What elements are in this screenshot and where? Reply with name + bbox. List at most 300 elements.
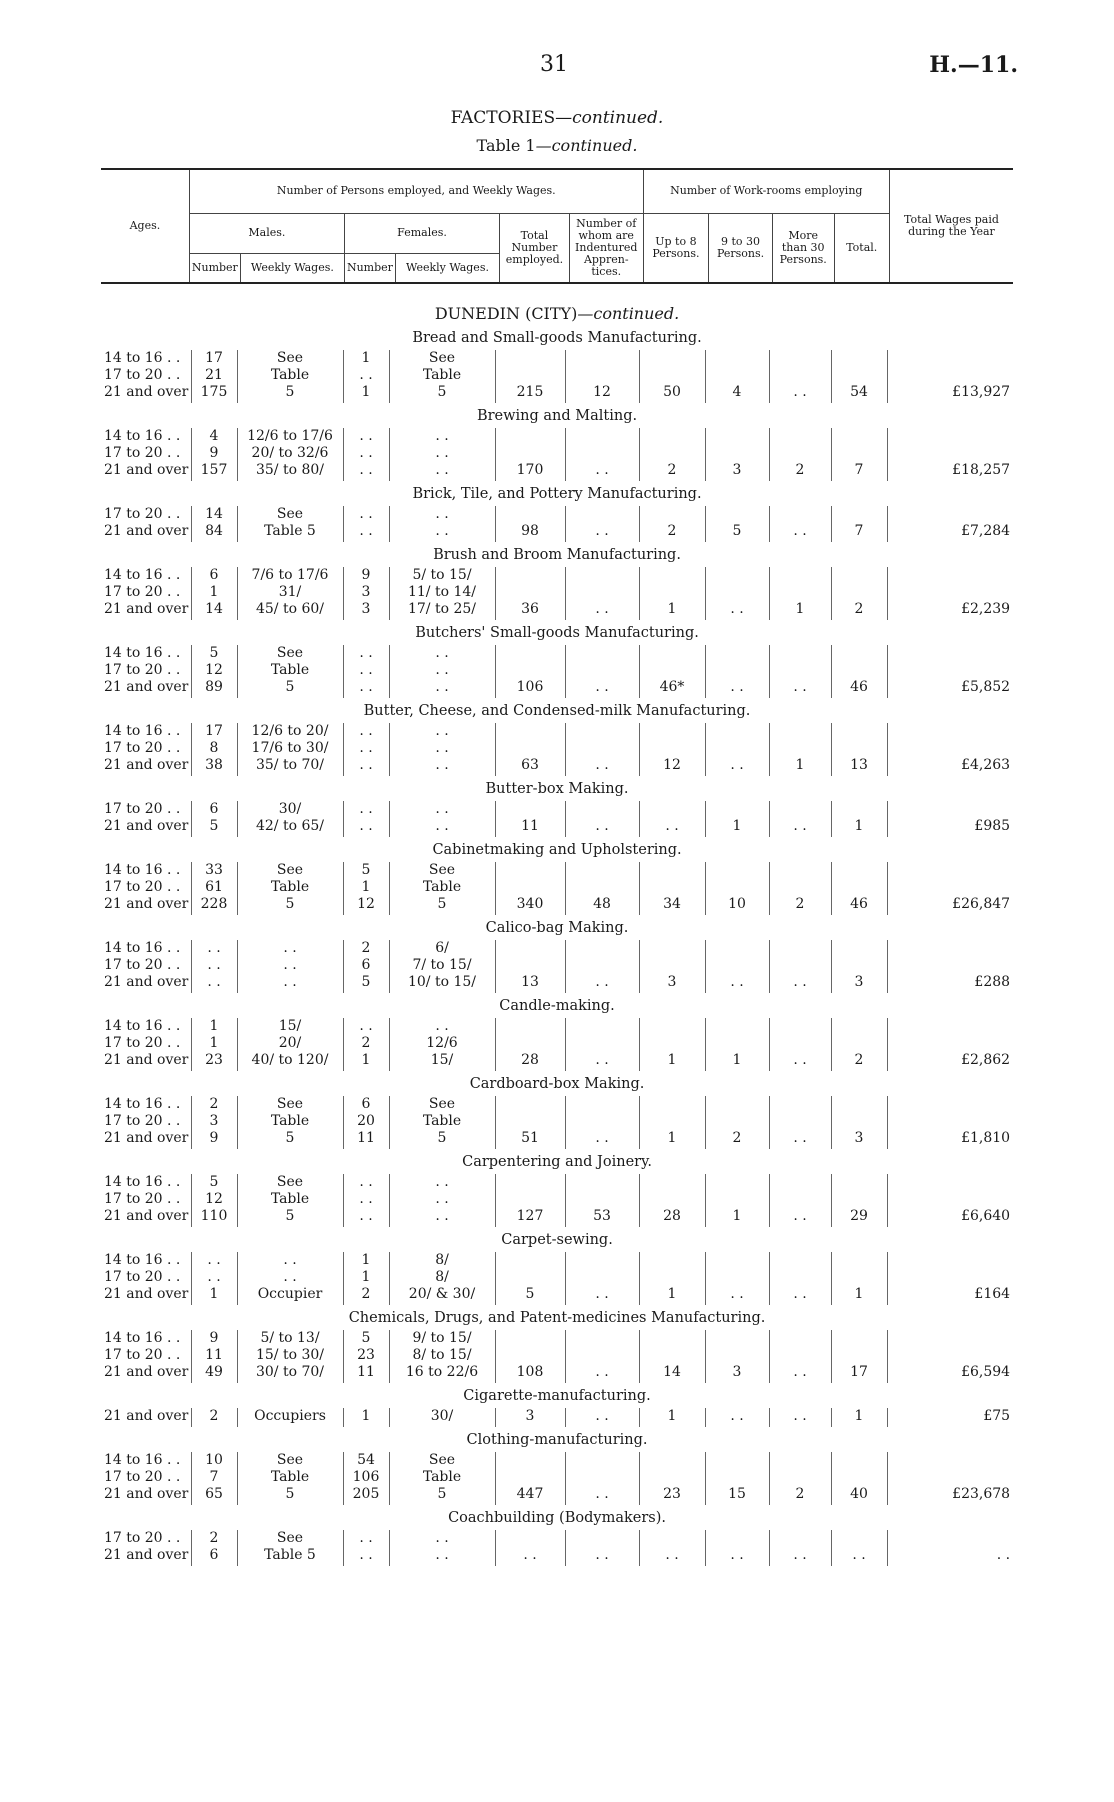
cell-males-number: 3 (191, 1113, 237, 1130)
cell-age: 14 to 16 . . (104, 723, 181, 739)
cell-total-wages (887, 367, 1013, 384)
cell-more-than-30 (769, 584, 831, 601)
cell-more-than-30: . . (769, 679, 831, 698)
cell-workrooms-total (831, 1530, 887, 1547)
cell-females-wages: Table (389, 1113, 495, 1130)
cell-females-wages: . . (389, 1191, 495, 1208)
cell-nine-to-30 (705, 1452, 769, 1469)
cell-total-employed (495, 1530, 565, 1547)
cell-nine-to-30: 5 (705, 523, 769, 542)
cell-females-number: 6 (343, 957, 389, 974)
table-row (101, 957, 1013, 974)
cell-females-wages: . . (389, 1174, 495, 1191)
cell-nine-to-30: . . (705, 601, 769, 620)
cell-more-than-30: . . (769, 1547, 831, 1566)
cell-age: 21 and over (104, 1364, 189, 1380)
cell-workrooms-total (831, 645, 887, 662)
cell-nine-to-30: . . (705, 1408, 769, 1427)
table-row (101, 1269, 1013, 1286)
cell-nine-to-30: 1 (705, 818, 769, 837)
cell-workrooms-total: 1 (831, 1286, 887, 1305)
cell-apprentices: . . (565, 1130, 639, 1149)
title-continued: —continued. (555, 108, 664, 128)
cell-males-wages: . . (237, 1269, 343, 1286)
table-row (101, 723, 1013, 740)
cell-up-to-8 (639, 1347, 705, 1364)
cell-females-wages: . . (389, 723, 495, 740)
cell-males-number: 9 (191, 445, 237, 462)
cell-females-wages: . . (389, 757, 495, 776)
header-apprentices: Number of whom are Indentured Appren-tices. (569, 213, 643, 283)
header-ages: Ages. (101, 169, 189, 283)
cell-females-number: . . (343, 679, 389, 698)
cell-workrooms-total (831, 350, 887, 367)
header-total: Total. (834, 213, 889, 283)
cell-total-employed (495, 1269, 565, 1286)
cell-females-number: . . (343, 1208, 389, 1227)
cell-up-to-8 (639, 1096, 705, 1113)
cell-total-employed: 13 (495, 974, 565, 993)
table-row (101, 523, 1013, 542)
table-row (101, 1452, 1013, 1469)
cell-males-wages: 45/ to 60/ (237, 601, 343, 620)
cell-more-than-30 (769, 879, 831, 896)
cell-females-wages: 7/ to 15/ (389, 957, 495, 974)
cell-males-number: 2 (191, 1530, 237, 1547)
cell-apprentices: . . (565, 1286, 639, 1305)
section-title: Butter, Cheese, and Condensed-milk Manufacturing. (363, 703, 751, 719)
cell-apprentices (565, 506, 639, 523)
table-row (101, 506, 1013, 523)
cell-apprentices (565, 1452, 639, 1469)
cell-males-wages: Occupiers (237, 1408, 343, 1427)
cell-up-to-8: 3 (639, 974, 705, 993)
table-row (101, 1408, 1013, 1427)
page-title (0, 108, 1114, 128)
cell-workrooms-total (831, 428, 887, 445)
cell-males-wages: 15/ (237, 1018, 343, 1035)
cell-age: 21 and over (104, 679, 189, 695)
cell-apprentices (565, 645, 639, 662)
cell-more-than-30: . . (769, 1130, 831, 1149)
cell-males-wages: . . (237, 974, 343, 993)
cell-females-number: 1 (343, 1052, 389, 1071)
cell-apprentices (565, 940, 639, 957)
cell-more-than-30 (769, 1096, 831, 1113)
cell-males-wages: 5 (237, 384, 343, 403)
cell-total-employed (495, 506, 565, 523)
cell-total-employed: 63 (495, 757, 565, 776)
table-row (101, 1096, 1013, 1113)
cell-total-wages (887, 1018, 1013, 1035)
cell-apprentices (565, 740, 639, 757)
cell-males-wages: 40/ to 120/ (237, 1052, 343, 1071)
cell-total-employed (495, 445, 565, 462)
cell-age: 14 to 16 . . (104, 645, 181, 661)
cell-females-wages: . . (389, 428, 495, 445)
cell-age: 17 to 20 . . (104, 445, 181, 461)
cell-total-wages (887, 645, 1013, 662)
table-row (101, 679, 1013, 698)
header-up-to-8: Up to 8 Persons. (643, 213, 709, 283)
cell-males-number: 5 (191, 818, 237, 837)
cell-females-wages: See (389, 1452, 495, 1469)
section-heading-row (101, 1305, 1013, 1330)
cell-nine-to-30: 15 (705, 1486, 769, 1505)
cell-apprentices (565, 1530, 639, 1547)
cell-total-employed (495, 1096, 565, 1113)
cell-females-wages: 15/ (389, 1052, 495, 1071)
cell-workrooms-total (831, 445, 887, 462)
cell-males-wages: Table 5 (237, 1547, 343, 1566)
cell-up-to-8: 14 (639, 1364, 705, 1383)
cell-total-employed: 36 (495, 601, 565, 620)
cell-nine-to-30 (705, 645, 769, 662)
cell-age: 21 and over (104, 1408, 189, 1424)
cell-more-than-30: . . (769, 818, 831, 837)
section-title: Clothing-manufacturing. (466, 1432, 648, 1448)
cell-total-wages (887, 1113, 1013, 1130)
cell-nine-to-30 (705, 662, 769, 679)
cell-apprentices: . . (565, 1364, 639, 1383)
cell-age: 17 to 20 . . (104, 662, 181, 678)
cell-more-than-30 (769, 957, 831, 974)
cell-up-to-8 (639, 1113, 705, 1130)
header-total-employed: Total Number employed. (500, 213, 570, 283)
cell-males-wages: . . (237, 1252, 343, 1269)
subtitle-main: Table 1 (476, 136, 536, 155)
header-workrooms-group: Number of Work-rooms employing (643, 169, 889, 213)
cell-females-number: 106 (343, 1469, 389, 1486)
cell-total-employed (495, 879, 565, 896)
cell-females-wages: 6/ (389, 940, 495, 957)
cell-females-wages: See (389, 1096, 495, 1113)
cell-workrooms-total (831, 740, 887, 757)
cell-nine-to-30 (705, 1096, 769, 1113)
section-title: Brush and Broom Manufacturing. (433, 547, 681, 563)
cell-males-number: 9 (191, 1330, 237, 1347)
cell-apprentices: . . (565, 757, 639, 776)
section-heading-row (101, 837, 1013, 862)
table-row (101, 1530, 1013, 1547)
cell-apprentices (565, 1018, 639, 1035)
cell-nine-to-30 (705, 940, 769, 957)
table-row (101, 367, 1013, 384)
cell-apprentices (565, 662, 639, 679)
cell-males-number: 49 (191, 1364, 237, 1383)
section-heading-row (101, 1227, 1013, 1252)
cell-workrooms-total (831, 1018, 887, 1035)
section-title: Brick, Tile, and Pottery Manufacturing. (412, 486, 702, 502)
cell-age: 17 to 20 . . (104, 1469, 181, 1485)
cell-males-wages: 12/6 to 20/ (237, 723, 343, 740)
cell-males-number: 8 (191, 740, 237, 757)
table-row (101, 1364, 1013, 1383)
cell-age: 21 and over (104, 523, 189, 539)
table-row (101, 1330, 1013, 1347)
section-heading-row (101, 1383, 1013, 1408)
cell-total-wages: £7,284 (887, 523, 1013, 542)
cell-males-number: 1 (191, 1035, 237, 1052)
cell-females-wages: Table (389, 367, 495, 384)
section-title: Candle-making. (499, 998, 615, 1014)
cell-more-than-30: 2 (769, 462, 831, 481)
header-total-wages: Total Wages paid during the Year (889, 169, 1013, 283)
cell-females-number: 1 (343, 350, 389, 367)
cell-females-number: 2 (343, 940, 389, 957)
cell-females-number: 9 (343, 567, 389, 584)
table-row (101, 757, 1013, 776)
cell-males-wages: 17/6 to 30/ (237, 740, 343, 757)
cell-males-number: 1 (191, 1286, 237, 1305)
table-row (101, 662, 1013, 679)
cell-males-number: 17 (191, 723, 237, 740)
cell-age: 21 and over (104, 1208, 189, 1224)
cell-more-than-30 (769, 1174, 831, 1191)
cell-total-employed (495, 957, 565, 974)
cell-females-wages: 5 (389, 896, 495, 915)
cell-apprentices: 48 (565, 896, 639, 915)
table-row (101, 1035, 1013, 1052)
cell-males-number: 1 (191, 1018, 237, 1035)
cell-total-employed (495, 1330, 565, 1347)
section-title: Bread and Small-goods Manufacturing. (412, 330, 702, 346)
cell-total-employed: 28 (495, 1052, 565, 1071)
section-title: Carpentering and Joinery. (462, 1154, 652, 1170)
cell-up-to-8 (639, 1191, 705, 1208)
cell-total-wages: £4,263 (887, 757, 1013, 776)
cell-males-wages: See (237, 1174, 343, 1191)
cell-nine-to-30 (705, 367, 769, 384)
cell-females-number: . . (343, 445, 389, 462)
cell-up-to-8 (639, 801, 705, 818)
cell-age: 14 to 16 . . (104, 1174, 181, 1190)
cell-up-to-8 (639, 1252, 705, 1269)
cell-workrooms-total (831, 1174, 887, 1191)
cell-more-than-30: . . (769, 1286, 831, 1305)
cell-more-than-30 (769, 1252, 831, 1269)
cell-nine-to-30: 2 (705, 1130, 769, 1149)
cell-males-wages: 7/6 to 17/6 (237, 567, 343, 584)
cell-males-wages: 5 (237, 1208, 343, 1227)
cell-more-than-30 (769, 1452, 831, 1469)
cell-age: 17 to 20 . . (104, 1269, 181, 1285)
cell-up-to-8 (639, 645, 705, 662)
cell-total-wages (887, 1269, 1013, 1286)
cell-females-number: 2 (343, 1286, 389, 1305)
table-row (101, 601, 1013, 620)
cell-up-to-8: . . (639, 1547, 705, 1566)
city-heading-row (101, 300, 1013, 325)
cell-more-than-30: 1 (769, 757, 831, 776)
table-row (101, 1486, 1013, 1505)
cell-males-wages: Table (237, 1113, 343, 1130)
cell-up-to-8 (639, 367, 705, 384)
cell-more-than-30 (769, 862, 831, 879)
cell-more-than-30 (769, 1530, 831, 1547)
header-persons-group: Number of Persons employed, and Weekly Wages. (189, 169, 643, 213)
section-heading-row (101, 325, 1013, 350)
cell-total-wages (887, 506, 1013, 523)
cell-females-wages: . . (389, 445, 495, 462)
cell-apprentices (565, 367, 639, 384)
section-heading-row (101, 1071, 1013, 1096)
cell-nine-to-30: . . (705, 757, 769, 776)
header-females: Females. (344, 213, 499, 253)
cell-females-wages: See (389, 862, 495, 879)
cell-apprentices (565, 428, 639, 445)
cell-up-to-8: 1 (639, 1130, 705, 1149)
cell-females-wages: Table (389, 1469, 495, 1486)
cell-females-wages: 5 (389, 1130, 495, 1149)
cell-more-than-30 (769, 350, 831, 367)
cell-females-wages: . . (389, 506, 495, 523)
cell-total-wages (887, 957, 1013, 974)
cell-total-employed (495, 862, 565, 879)
cell-up-to-8 (639, 445, 705, 462)
cell-age: 14 to 16 . . (104, 1452, 181, 1468)
cell-total-wages (887, 1452, 1013, 1469)
cell-up-to-8 (639, 567, 705, 584)
cell-males-wages: 5 (237, 1130, 343, 1149)
cell-workrooms-total: 2 (831, 601, 887, 620)
cell-age: 17 to 20 . . (104, 1347, 181, 1363)
cell-total-employed (495, 367, 565, 384)
cell-nine-to-30 (705, 801, 769, 818)
cell-total-wages (887, 1096, 1013, 1113)
header-males: Males. (189, 213, 344, 253)
cell-males-wages: 35/ to 80/ (237, 462, 343, 481)
cell-more-than-30 (769, 1113, 831, 1130)
cell-females-wages: . . (389, 1208, 495, 1227)
cell-apprentices (565, 567, 639, 584)
cell-workrooms-total: 1 (831, 1408, 887, 1427)
cell-females-number: . . (343, 1018, 389, 1035)
cell-total-wages (887, 584, 1013, 601)
cell-females-number: 1 (343, 879, 389, 896)
cell-nine-to-30: 3 (705, 1364, 769, 1383)
cell-up-to-8: . . (639, 818, 705, 837)
cell-males-wages: See (237, 1530, 343, 1547)
cell-total-wages (887, 723, 1013, 740)
table-row (101, 1347, 1013, 1364)
cell-nine-to-30 (705, 1018, 769, 1035)
cell-workrooms-total (831, 1191, 887, 1208)
cell-more-than-30 (769, 1018, 831, 1035)
cell-apprentices (565, 957, 639, 974)
cell-total-employed (495, 567, 565, 584)
cell-up-to-8: 28 (639, 1208, 705, 1227)
cell-age: 21 and over (104, 601, 189, 617)
cell-males-wages: 5/ to 13/ (237, 1330, 343, 1347)
cell-workrooms-total (831, 1330, 887, 1347)
cell-females-number: . . (343, 818, 389, 837)
cell-total-wages: £75 (887, 1408, 1013, 1427)
cell-up-to-8 (639, 957, 705, 974)
cell-apprentices: . . (565, 1408, 639, 1427)
cell-total-employed: 51 (495, 1130, 565, 1149)
table-row (101, 384, 1013, 403)
cell-males-number: 11 (191, 1347, 237, 1364)
header-males-wages: Weekly Wages. (240, 253, 344, 283)
section-heading-row (101, 403, 1013, 428)
cell-workrooms-total: 40 (831, 1486, 887, 1505)
cell-age: 17 to 20 . . (104, 584, 181, 600)
cell-females-wages: See (389, 350, 495, 367)
cell-up-to-8: 1 (639, 1052, 705, 1071)
cell-total-employed (495, 1174, 565, 1191)
section-heading-row (101, 993, 1013, 1018)
table-row (101, 1174, 1013, 1191)
table-row (101, 818, 1013, 837)
header-males-number: Number (189, 253, 240, 283)
cell-nine-to-30 (705, 1174, 769, 1191)
cell-males-number: 157 (191, 462, 237, 481)
cell-total-wages (887, 567, 1013, 584)
cell-apprentices (565, 1035, 639, 1052)
cell-females-number: . . (343, 523, 389, 542)
cell-workrooms-total (831, 801, 887, 818)
cell-age: 17 to 20 . . (104, 801, 181, 817)
header-more-than-30: More than 30 Persons. (772, 213, 834, 283)
cell-males-number: 14 (191, 506, 237, 523)
cell-females-number: . . (343, 1174, 389, 1191)
cell-total-employed: 215 (495, 384, 565, 403)
cell-females-wages: . . (389, 818, 495, 837)
cell-workrooms-total (831, 1347, 887, 1364)
cell-total-employed: . . (495, 1547, 565, 1566)
cell-females-wages: 5 (389, 1486, 495, 1505)
cell-apprentices (565, 445, 639, 462)
cell-total-wages (887, 1330, 1013, 1347)
cell-more-than-30 (769, 645, 831, 662)
cell-nine-to-30 (705, 350, 769, 367)
section-heading-row (101, 776, 1013, 801)
cell-nine-to-30 (705, 1330, 769, 1347)
cell-up-to-8: 1 (639, 601, 705, 620)
cell-nine-to-30 (705, 1252, 769, 1269)
cell-total-wages: . . (887, 1547, 1013, 1566)
cell-females-wages: 5 (389, 384, 495, 403)
header-9-to-30: 9 to 30 Persons. (709, 213, 773, 283)
subtitle-continued: —continued. (535, 136, 638, 155)
cell-total-employed (495, 1252, 565, 1269)
cell-females-number: 20 (343, 1113, 389, 1130)
cell-males-number: 2 (191, 1408, 237, 1427)
cell-males-number: 175 (191, 384, 237, 403)
cell-nine-to-30 (705, 740, 769, 757)
cell-age: 17 to 20 . . (104, 1530, 181, 1546)
cell-apprentices (565, 801, 639, 818)
cell-males-wages: Occupier (237, 1286, 343, 1305)
cell-total-wages: £985 (887, 818, 1013, 837)
cell-workrooms-total (831, 1452, 887, 1469)
cell-age: 14 to 16 . . (104, 862, 181, 878)
cell-males-number: 5 (191, 1174, 237, 1191)
cell-females-wages: . . (389, 801, 495, 818)
cell-females-number: 1 (343, 1269, 389, 1286)
table-row (101, 428, 1013, 445)
cell-more-than-30: . . (769, 1208, 831, 1227)
cell-age: 17 to 20 . . (104, 1113, 181, 1129)
cell-more-than-30: 2 (769, 1486, 831, 1505)
cell-total-employed (495, 1347, 565, 1364)
cell-workrooms-total: 7 (831, 462, 887, 481)
cell-up-to-8 (639, 1174, 705, 1191)
cell-females-wages: . . (389, 679, 495, 698)
table-row (101, 445, 1013, 462)
cell-workrooms-total (831, 567, 887, 584)
